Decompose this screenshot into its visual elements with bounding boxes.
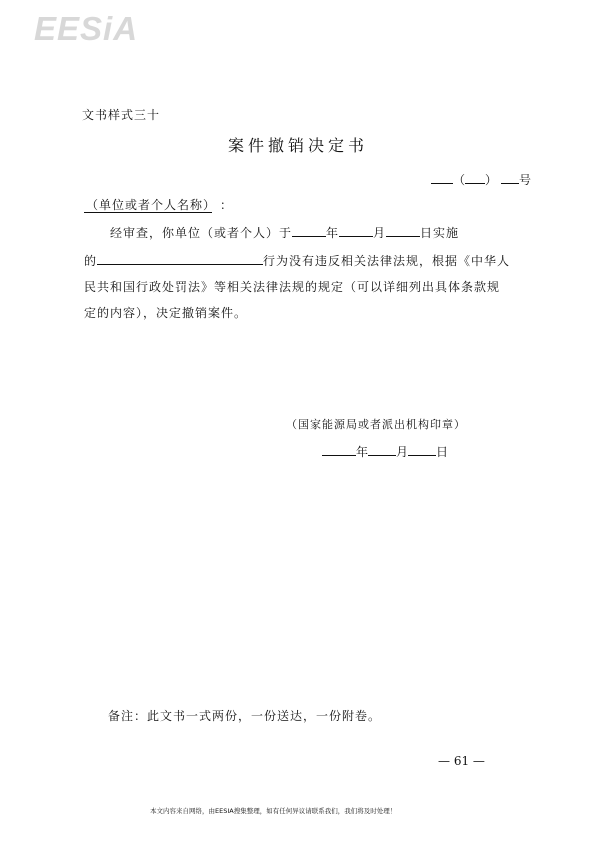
page-number: — 61 — bbox=[438, 754, 485, 768]
signing-date bbox=[322, 443, 448, 460]
recipient-colon: ： bbox=[220, 198, 234, 212]
sign-day-blank bbox=[408, 443, 436, 456]
sign-year-blank bbox=[322, 443, 356, 456]
sign-day-label: 日 bbox=[436, 445, 449, 459]
day-blank bbox=[386, 224, 420, 237]
month-blank bbox=[339, 224, 373, 237]
body-year-label: 年 bbox=[326, 226, 340, 240]
document-number bbox=[431, 171, 531, 188]
body-line-2-lead: 的 bbox=[84, 254, 98, 268]
doc-number-year-blank bbox=[431, 171, 453, 184]
year-blank bbox=[292, 224, 326, 237]
doc-number-serial-blank bbox=[501, 171, 519, 184]
body-line-4: 定的内容），决定撤销案件。 bbox=[84, 306, 248, 320]
violation-act-blank bbox=[97, 252, 263, 265]
body-month-label: 月 bbox=[373, 226, 387, 240]
sign-year-label: 年 bbox=[356, 445, 369, 459]
doc-number-suffix: 号 bbox=[519, 173, 532, 187]
sign-month-label: 月 bbox=[396, 445, 409, 459]
doc-number-open-paren: （ bbox=[453, 173, 466, 187]
body-line-1-lead: 经审查，你单位（或者个人）于 bbox=[110, 226, 293, 240]
doc-number-close-paren: ） bbox=[485, 173, 498, 187]
recipient-name-placeholder: （单位或者个人名称） bbox=[86, 198, 211, 212]
body-line-2 bbox=[84, 252, 510, 269]
form-label: 文书样式三十 bbox=[82, 108, 161, 122]
body-line-2-tail: 行为没有违反相关法律法规，根据《中华人 bbox=[263, 254, 511, 268]
document-title: 案件撤销决定书 bbox=[228, 136, 369, 155]
doc-number-code-blank bbox=[465, 171, 485, 184]
body-day-tail: 日实施 bbox=[420, 226, 460, 240]
eesia-watermark-logo: EESiA bbox=[34, 10, 139, 47]
footer-disclaimer: 本文内容来自网络，由EESIA搜集整理，如有任何异议请联系我们，我们将及时处理！ bbox=[150, 807, 397, 815]
recipient-line bbox=[84, 196, 233, 213]
seal-label: （国家能源局或者派出机构印章） bbox=[286, 418, 466, 431]
body-line-1 bbox=[110, 224, 459, 241]
sign-month-blank bbox=[368, 443, 396, 456]
remarks-note: 备注：此文书一式两份，一份送达，一份附卷。 bbox=[108, 709, 382, 723]
body-line-3: 民共和国行政处罚法》等相关法律法规的规定（可以详细列出具体条款规 bbox=[84, 280, 501, 294]
